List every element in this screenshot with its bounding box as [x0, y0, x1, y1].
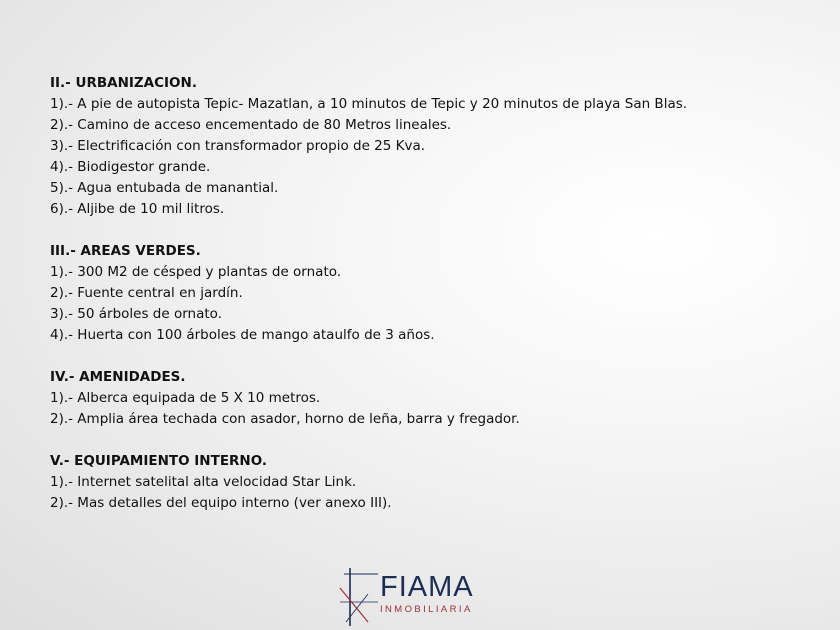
list-item: 6).- Aljibe de 10 mil litros. [50, 201, 225, 217]
section-urbanizacion [50, 73, 810, 220]
section-title: III.- AREAS VERDES. [50, 243, 201, 259]
section-title: IV.- AMENIDADES. [50, 369, 186, 385]
logo-name: FIAMA [380, 571, 474, 603]
section-areas-verdes [50, 241, 810, 346]
list-item: 4).- Huerta con 100 árboles de mango ataulfo de 3 años. [50, 327, 435, 343]
list-item: 1).- A pie de autopista Tepic- Mazatlan, a 10 minutos de Tepic y 20 minutos de playa San Blas. [50, 96, 688, 112]
list-item: 5).- Agua entubada de manantial. [50, 180, 279, 196]
list-item: 2).- Amplia área techada con asador, horno de leña, barra y fregador. [50, 411, 520, 427]
list-item: 2).- Fuente central en jardín. [50, 285, 243, 301]
section-equipamiento-interno [50, 451, 810, 514]
list-item: 2).- Mas detalles del equipo interno (ver anexo III). [50, 495, 392, 511]
list-item: 1).- Internet satelital alta velocidad Star Link. [50, 474, 357, 490]
list-item: 3).- 50 árboles de ornato. [50, 306, 222, 322]
list-item: 1).- 300 M2 de césped y plantas de ornato. [50, 264, 342, 280]
list-item: 1).- Alberca equipada de 5 X 10 metros. [50, 390, 321, 406]
logo-subtitle: INMOBILIARIA [380, 604, 473, 615]
section-amenidades [50, 367, 810, 430]
list-item: 3).- Electrificación con transformador propio de 25 Kva. [50, 138, 426, 154]
section-title: V.- EQUIPAMIENTO INTERNO. [50, 453, 268, 469]
section-title: II.- URBANIZACION. [50, 75, 197, 91]
list-item: 2).- Camino de acceso encementado de 80 Metros lineales. [50, 117, 452, 133]
list-item: 4).- Biodigestor grande. [50, 159, 211, 175]
document-body [50, 73, 810, 535]
company-logo [338, 566, 498, 628]
